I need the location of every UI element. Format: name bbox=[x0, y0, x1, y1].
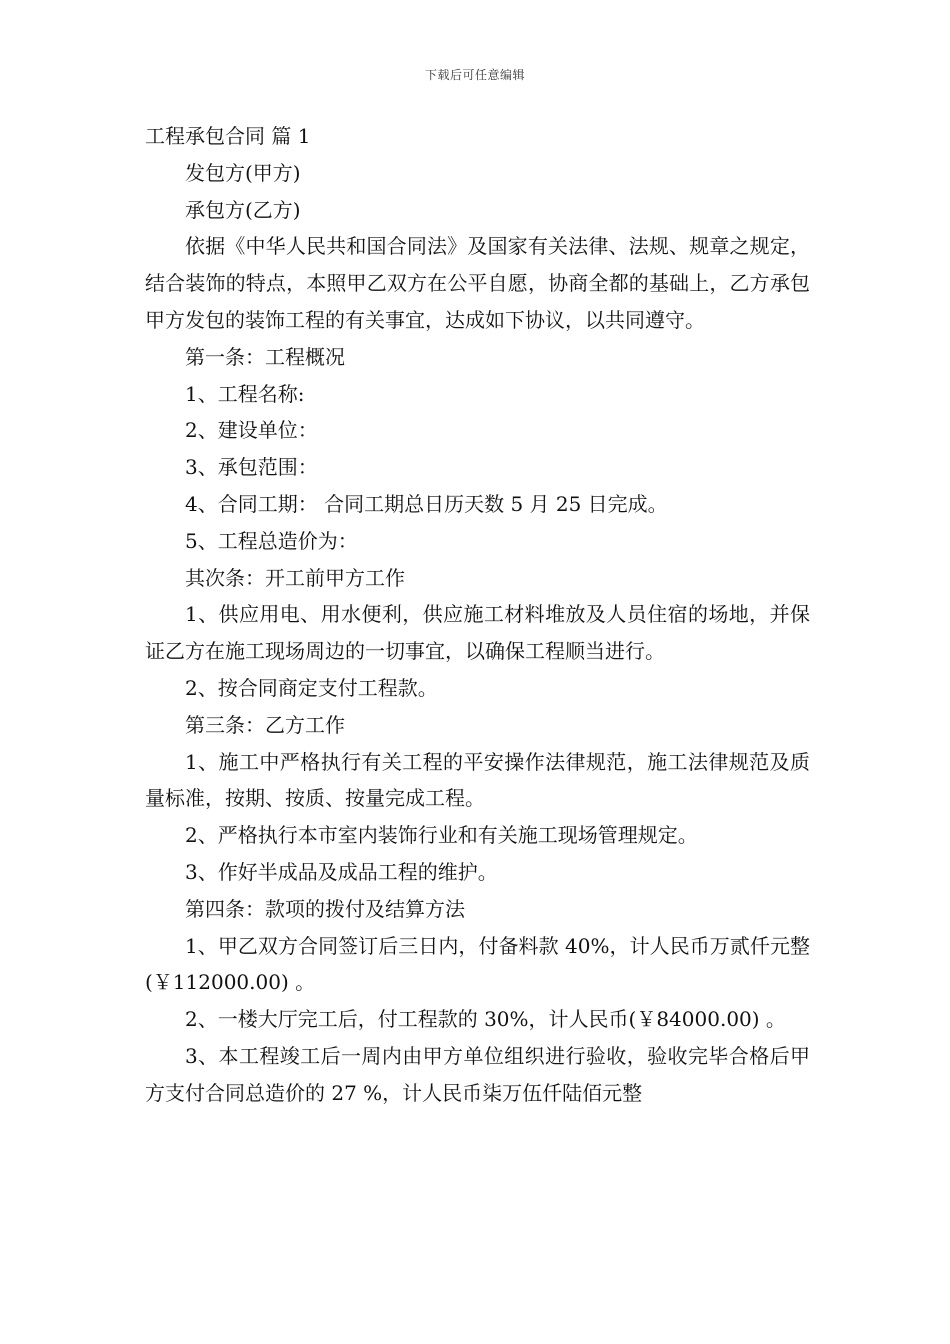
article-2-item-1: 1、供应用电、用水便利，供应施工材料堆放及人员住宿的场地，并保证乙方在施工现场周边的一切事宜，以确保工程顺当进行。 bbox=[145, 602, 810, 664]
article-4-heading: 第四条：款项的拨付及结算方法 bbox=[185, 896, 465, 921]
article-1-item-4: 4、合同工期： 合同工期总日历天数 5 月 25 日完成。 bbox=[185, 491, 668, 516]
page-header: 下载后可任意编辑 bbox=[424, 68, 525, 82]
party-a-line: 发包方(甲方) bbox=[185, 160, 301, 185]
article-4-item-1: 1、甲乙双方合同签订后三日内，付备料款 40%，计人民币万贰仟元整(￥112000.00) 。 bbox=[145, 933, 810, 995]
article-3-item-2: 2、严格执行本市室内装饰行业和有关施工现场管理规定。 bbox=[185, 823, 698, 848]
article-1-item-1: 1、工程名称: bbox=[185, 381, 305, 406]
article-4-item-2: 2、一楼大厅完工后，付工程款的 30%，计人民币(￥84000.00) 。 bbox=[185, 1007, 786, 1032]
party-b-line: 承包方(乙方) bbox=[185, 197, 301, 222]
article-2-item-2: 2、按合同商定支付工程款。 bbox=[185, 675, 438, 700]
article-1-item-2: 2、建设单位： bbox=[185, 418, 318, 443]
contract-title: 工程承包合同 篇 1 bbox=[145, 124, 311, 148]
contract-body bbox=[145, 118, 810, 1112]
article-1-heading: 第一条：工程概况 bbox=[185, 344, 345, 369]
article-3-item-1: 1、施工中严格执行有关工程的平安操作法律规范，施工法律规范及质量标准，按期、按质、按量完成工程。 bbox=[145, 749, 810, 811]
article-2-heading: 其次条：开工前甲方工作 bbox=[185, 565, 405, 590]
article-1-item-5: 5、工程总造价为： bbox=[185, 528, 358, 553]
article-1-item-3: 3、承包范围： bbox=[185, 455, 318, 480]
preamble-paragraph: 依据《中华人民共和国合同法》及国家有关法律、法规、规章之规定，结合装饰的特点，本照甲乙双方在公平自愿，协商全都的基础上，乙方承包甲方发包的装饰工程的有关事宜，达成如下协议，以共同遵守。 bbox=[145, 234, 810, 332]
article-4-item-3: 3、本工程竣工后一周内由甲方单位组织进行验收，验收完毕合格后甲方支付合同总造价的 27 %，计人民币柒万伍仟陆佰元整 bbox=[145, 1043, 810, 1105]
article-3-heading: 第三条：乙方工作 bbox=[185, 712, 345, 737]
article-3-item-3: 3、作好半成品及成品工程的维护。 bbox=[185, 859, 498, 884]
